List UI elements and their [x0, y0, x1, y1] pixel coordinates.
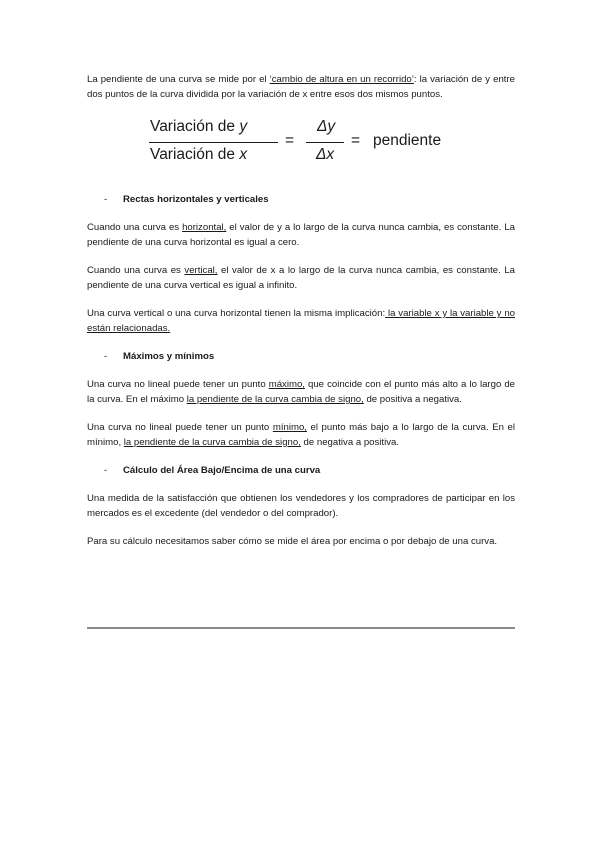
bullet-dash: -	[104, 351, 108, 362]
section-title: Máximos y mínimos	[123, 351, 215, 362]
text: Cuando una curva es	[87, 222, 183, 233]
formula-fraction-bar-2	[306, 142, 344, 143]
text: el punto más bajo a lo largo de la curva. En el mínimo,	[87, 422, 515, 448]
intro-text-1: La pendiente de una curva se mide por el	[87, 74, 270, 85]
section-title: Rectas horizontales y verticales	[123, 194, 269, 205]
intro-text-2: : la variación de y entre dos puntos de la curva dividida por la variación de x entre esos dos mismos puntos.	[87, 74, 515, 100]
bullet-dash: -	[104, 194, 108, 205]
paragraph-maximo	[87, 377, 515, 407]
underlined-term: horizontal,	[182, 222, 227, 233]
section-title: Cálculo del Área Bajo/Encima de una curva	[123, 465, 321, 476]
underlined-phrase: la pendiente de la curva cambia de signo,	[123, 437, 301, 448]
paragraph-excedente: Una medida de la satisfacción que obtienen los vendedores y los compradores de participar en los mercados es el excedente (del vendedor o del comprador).	[87, 493, 515, 519]
paragraph-implicacion	[87, 306, 515, 336]
section-heading-rectas	[87, 192, 515, 207]
section-heading-maximos	[87, 349, 515, 364]
text: Una curva vertical o una curva horizontal tienen la misma implicación:	[87, 308, 386, 319]
intro-paragraph	[87, 72, 515, 102]
underlined-term: vertical,	[184, 265, 218, 276]
text: Una curva no lineal puede tener un punto	[87, 379, 269, 390]
document-page	[87, 72, 515, 549]
text: el valor de y a lo largo de la curva nunca cambia, es constante. La pendiente de una curva horizontal es igual a cero.	[87, 222, 516, 248]
text: de positiva a negativa.	[363, 394, 462, 405]
formula-denominator-text: Variación de	[150, 146, 240, 163]
paragraph-vertical	[87, 263, 515, 293]
slope-formula	[87, 118, 515, 182]
text: que coincide con el punto más alto a lo largo de la curva. En el máximo	[87, 379, 515, 405]
formula-delta-y: Δy	[317, 118, 336, 135]
underlined-conclusion: la variable x y la variable y no están relacionadas.	[87, 308, 515, 334]
text: Cuando una curva es	[87, 265, 185, 276]
text: Una curva no lineal puede tener un punto	[87, 422, 273, 433]
text: el valor de x a lo largo de la curva nunca cambia, es constante. La pendiente de una curva vertical es igual a infinito.	[87, 265, 516, 291]
formula-equals-2: =	[351, 132, 361, 149]
formula-denominator	[150, 146, 247, 164]
text: de negativa a positiva.	[300, 437, 400, 448]
formula-numerator-text: Variación de	[150, 118, 240, 135]
paragraph-minimo	[87, 420, 515, 450]
formula-fraction-bar-1	[149, 142, 278, 143]
paragraph-calculo: Para su cálculo necesitamos saber cómo se mide el área por encima o por debajo de una curva.	[87, 536, 498, 547]
formula-numerator	[150, 118, 247, 136]
paragraph-horizontal	[87, 220, 515, 250]
horizontal-rule	[87, 627, 515, 629]
intro-underlined-quote: ‘cambio de altura en un recorrido’	[269, 74, 414, 85]
formula-numerator-var: y	[239, 118, 248, 135]
underlined-phrase: la pendiente de la curva cambia de signo,	[186, 394, 364, 405]
bullet-dash: -	[104, 465, 108, 476]
formula-delta-x: Δx	[316, 146, 335, 163]
formula-result: pendiente	[373, 132, 442, 149]
formula-equals-1: =	[285, 132, 295, 149]
underlined-term: máximo,	[268, 379, 305, 390]
underlined-term: mínimo,	[272, 422, 307, 433]
section-heading-calculo	[87, 463, 515, 478]
formula-denominator-var: x	[239, 146, 248, 163]
